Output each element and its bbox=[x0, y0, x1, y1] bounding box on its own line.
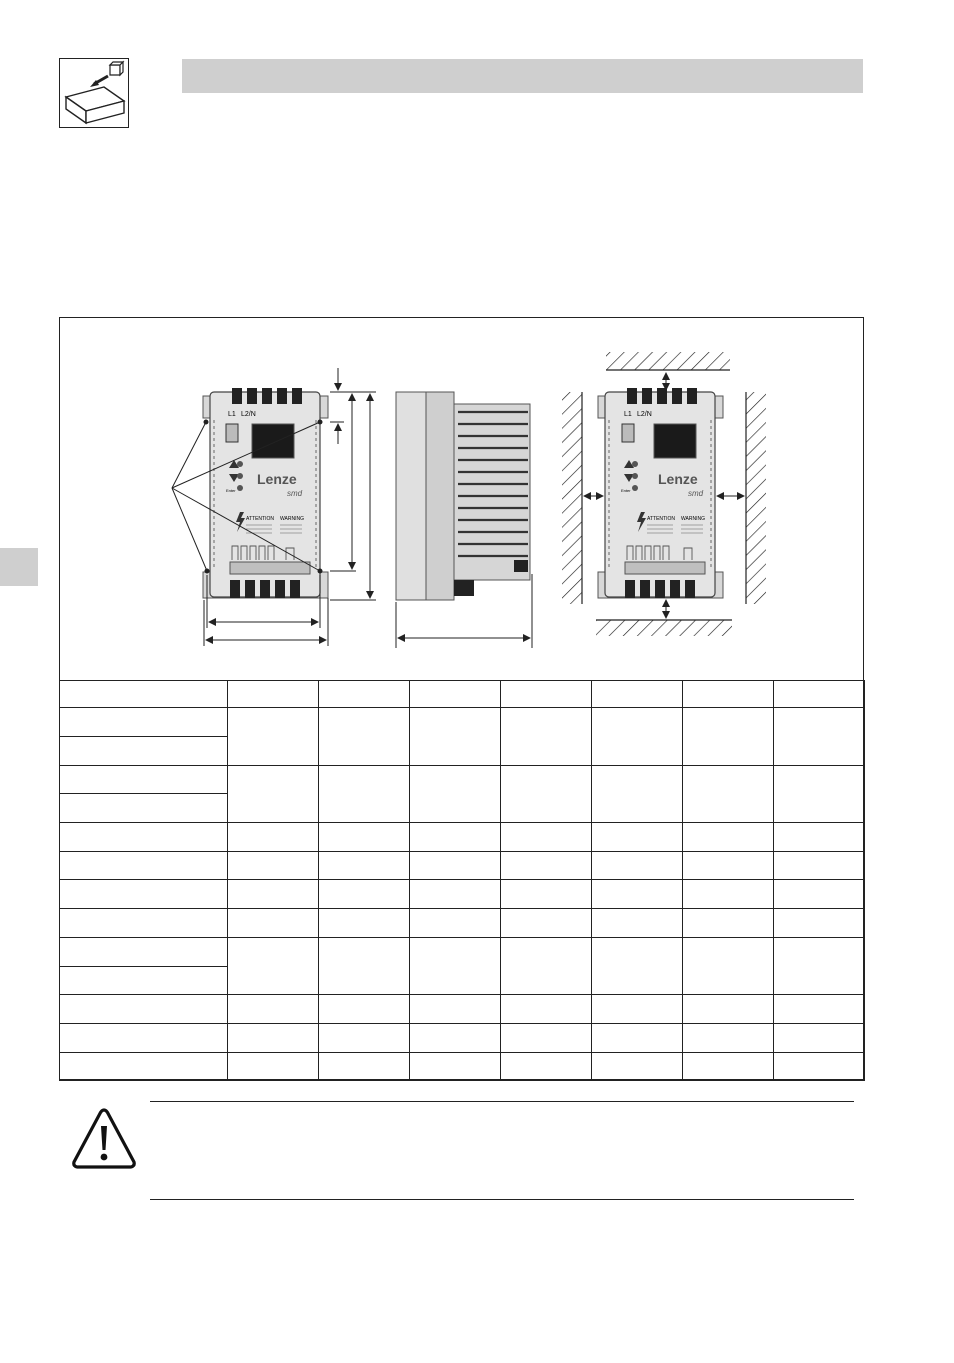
table-row bbox=[60, 766, 865, 794]
table-cell bbox=[319, 852, 410, 880]
table-cell bbox=[60, 766, 228, 794]
table-cell bbox=[410, 938, 501, 995]
table-row bbox=[60, 995, 865, 1024]
brand-label-2: Lenze bbox=[658, 471, 698, 487]
side-view bbox=[396, 392, 530, 600]
table-cell bbox=[501, 1024, 592, 1053]
warning-rule-top bbox=[150, 1101, 854, 1102]
table-cell bbox=[410, 880, 501, 909]
table-cell bbox=[501, 880, 592, 909]
table-cell bbox=[774, 823, 865, 852]
table-cell bbox=[228, 681, 319, 708]
table-cell bbox=[774, 852, 865, 880]
table-cell bbox=[683, 938, 774, 995]
table-cell bbox=[228, 995, 319, 1024]
table-cell bbox=[60, 794, 228, 823]
table-cell bbox=[592, 938, 683, 995]
table-cell bbox=[592, 823, 683, 852]
table-cell bbox=[60, 995, 228, 1024]
table-cell bbox=[774, 995, 865, 1024]
table-cell bbox=[592, 708, 683, 766]
table-cell bbox=[60, 938, 228, 967]
table-cell bbox=[501, 909, 592, 938]
warning-label-2: WARNING bbox=[681, 516, 705, 522]
table-cell bbox=[501, 852, 592, 880]
table-cell bbox=[319, 938, 410, 995]
table-cell bbox=[501, 1053, 592, 1081]
table-cell bbox=[60, 737, 228, 766]
table-cell bbox=[683, 995, 774, 1024]
dimension-table bbox=[59, 680, 865, 1081]
table-cell bbox=[228, 1024, 319, 1053]
table-cell bbox=[228, 766, 319, 823]
table-cell bbox=[228, 823, 319, 852]
table-cell bbox=[319, 766, 410, 823]
table-cell bbox=[319, 880, 410, 909]
table-cell bbox=[774, 766, 865, 823]
table-cell bbox=[60, 823, 228, 852]
table-cell bbox=[228, 1053, 319, 1081]
table-cell bbox=[60, 708, 228, 737]
table-cell bbox=[60, 852, 228, 880]
table-cell bbox=[501, 938, 592, 995]
table-cell bbox=[683, 823, 774, 852]
table-cell bbox=[319, 823, 410, 852]
warning-triangle-icon bbox=[70, 1106, 138, 1177]
table-cell bbox=[228, 708, 319, 766]
table-cell bbox=[774, 681, 865, 708]
table-cell bbox=[60, 681, 228, 708]
table-cell bbox=[592, 1053, 683, 1081]
model-label-2: smd bbox=[688, 489, 704, 498]
table-cell bbox=[501, 708, 592, 766]
table-cell bbox=[774, 909, 865, 938]
table-row bbox=[60, 1053, 865, 1081]
dimension-drawings bbox=[0, 0, 954, 680]
table-cell bbox=[683, 852, 774, 880]
table-row bbox=[60, 880, 865, 909]
table-cell bbox=[501, 766, 592, 823]
table-cell bbox=[683, 708, 774, 766]
brand-label: Lenze bbox=[257, 471, 297, 487]
table-cell bbox=[319, 1053, 410, 1081]
table-cell bbox=[774, 938, 865, 995]
table-cell bbox=[774, 1053, 865, 1081]
table-row bbox=[60, 823, 865, 852]
terminal-l2n-label: L2/N bbox=[241, 411, 256, 418]
table-cell bbox=[774, 880, 865, 909]
table-cell bbox=[410, 1053, 501, 1081]
table-cell bbox=[592, 995, 683, 1024]
attention-label: ATTENTION bbox=[246, 516, 274, 522]
table-cell bbox=[228, 938, 319, 995]
table-cell bbox=[319, 1024, 410, 1053]
table-cell bbox=[410, 995, 501, 1024]
table-cell bbox=[60, 909, 228, 938]
table-cell bbox=[319, 909, 410, 938]
table-cell bbox=[501, 823, 592, 852]
table-cell bbox=[683, 909, 774, 938]
table-cell bbox=[683, 766, 774, 823]
table-row bbox=[60, 909, 865, 938]
warning-label: WARNING bbox=[280, 516, 304, 522]
enter-key-label: Enter bbox=[226, 488, 236, 493]
table-cell bbox=[774, 708, 865, 766]
table-cell bbox=[319, 708, 410, 766]
table-cell bbox=[410, 766, 501, 823]
warning-rule-bottom bbox=[150, 1199, 854, 1200]
table-cell bbox=[592, 880, 683, 909]
table-cell bbox=[774, 1024, 865, 1053]
table-cell bbox=[410, 1024, 501, 1053]
table-cell bbox=[410, 823, 501, 852]
table-cell bbox=[592, 681, 683, 708]
table-cell bbox=[228, 880, 319, 909]
table-cell bbox=[228, 852, 319, 880]
table-row bbox=[60, 852, 865, 880]
table-cell bbox=[683, 681, 774, 708]
front-view bbox=[172, 388, 328, 598]
table-cell bbox=[592, 766, 683, 823]
table-cell bbox=[683, 1053, 774, 1081]
table-cell bbox=[592, 852, 683, 880]
table-cell bbox=[592, 1024, 683, 1053]
table-cell bbox=[60, 1053, 228, 1081]
table-cell bbox=[501, 681, 592, 708]
table-cell bbox=[592, 909, 683, 938]
table-row bbox=[60, 1024, 865, 1053]
table-cell bbox=[60, 880, 228, 909]
table-cell bbox=[319, 681, 410, 708]
terminal-l1-label-2: L1 bbox=[624, 411, 632, 418]
terminal-l2n-label-2: L2/N bbox=[637, 411, 652, 418]
table-cell bbox=[410, 708, 501, 766]
table-cell bbox=[319, 995, 410, 1024]
attention-label-2: ATTENTION bbox=[647, 516, 675, 522]
model-label: smd bbox=[287, 489, 303, 498]
table-cell bbox=[683, 880, 774, 909]
table-cell bbox=[228, 909, 319, 938]
enter-key-label-2: Enter bbox=[621, 488, 631, 493]
clearance-view bbox=[562, 352, 766, 636]
terminal-l1-label: L1 bbox=[228, 411, 236, 418]
table-cell bbox=[410, 909, 501, 938]
table-cell bbox=[410, 681, 501, 708]
table-cell bbox=[501, 995, 592, 1024]
table-header-row bbox=[60, 681, 865, 708]
table-cell bbox=[60, 967, 228, 995]
table-cell bbox=[683, 1024, 774, 1053]
table-cell bbox=[60, 1024, 228, 1053]
table-cell bbox=[410, 852, 501, 880]
table-row bbox=[60, 938, 865, 967]
table-row bbox=[60, 708, 865, 737]
